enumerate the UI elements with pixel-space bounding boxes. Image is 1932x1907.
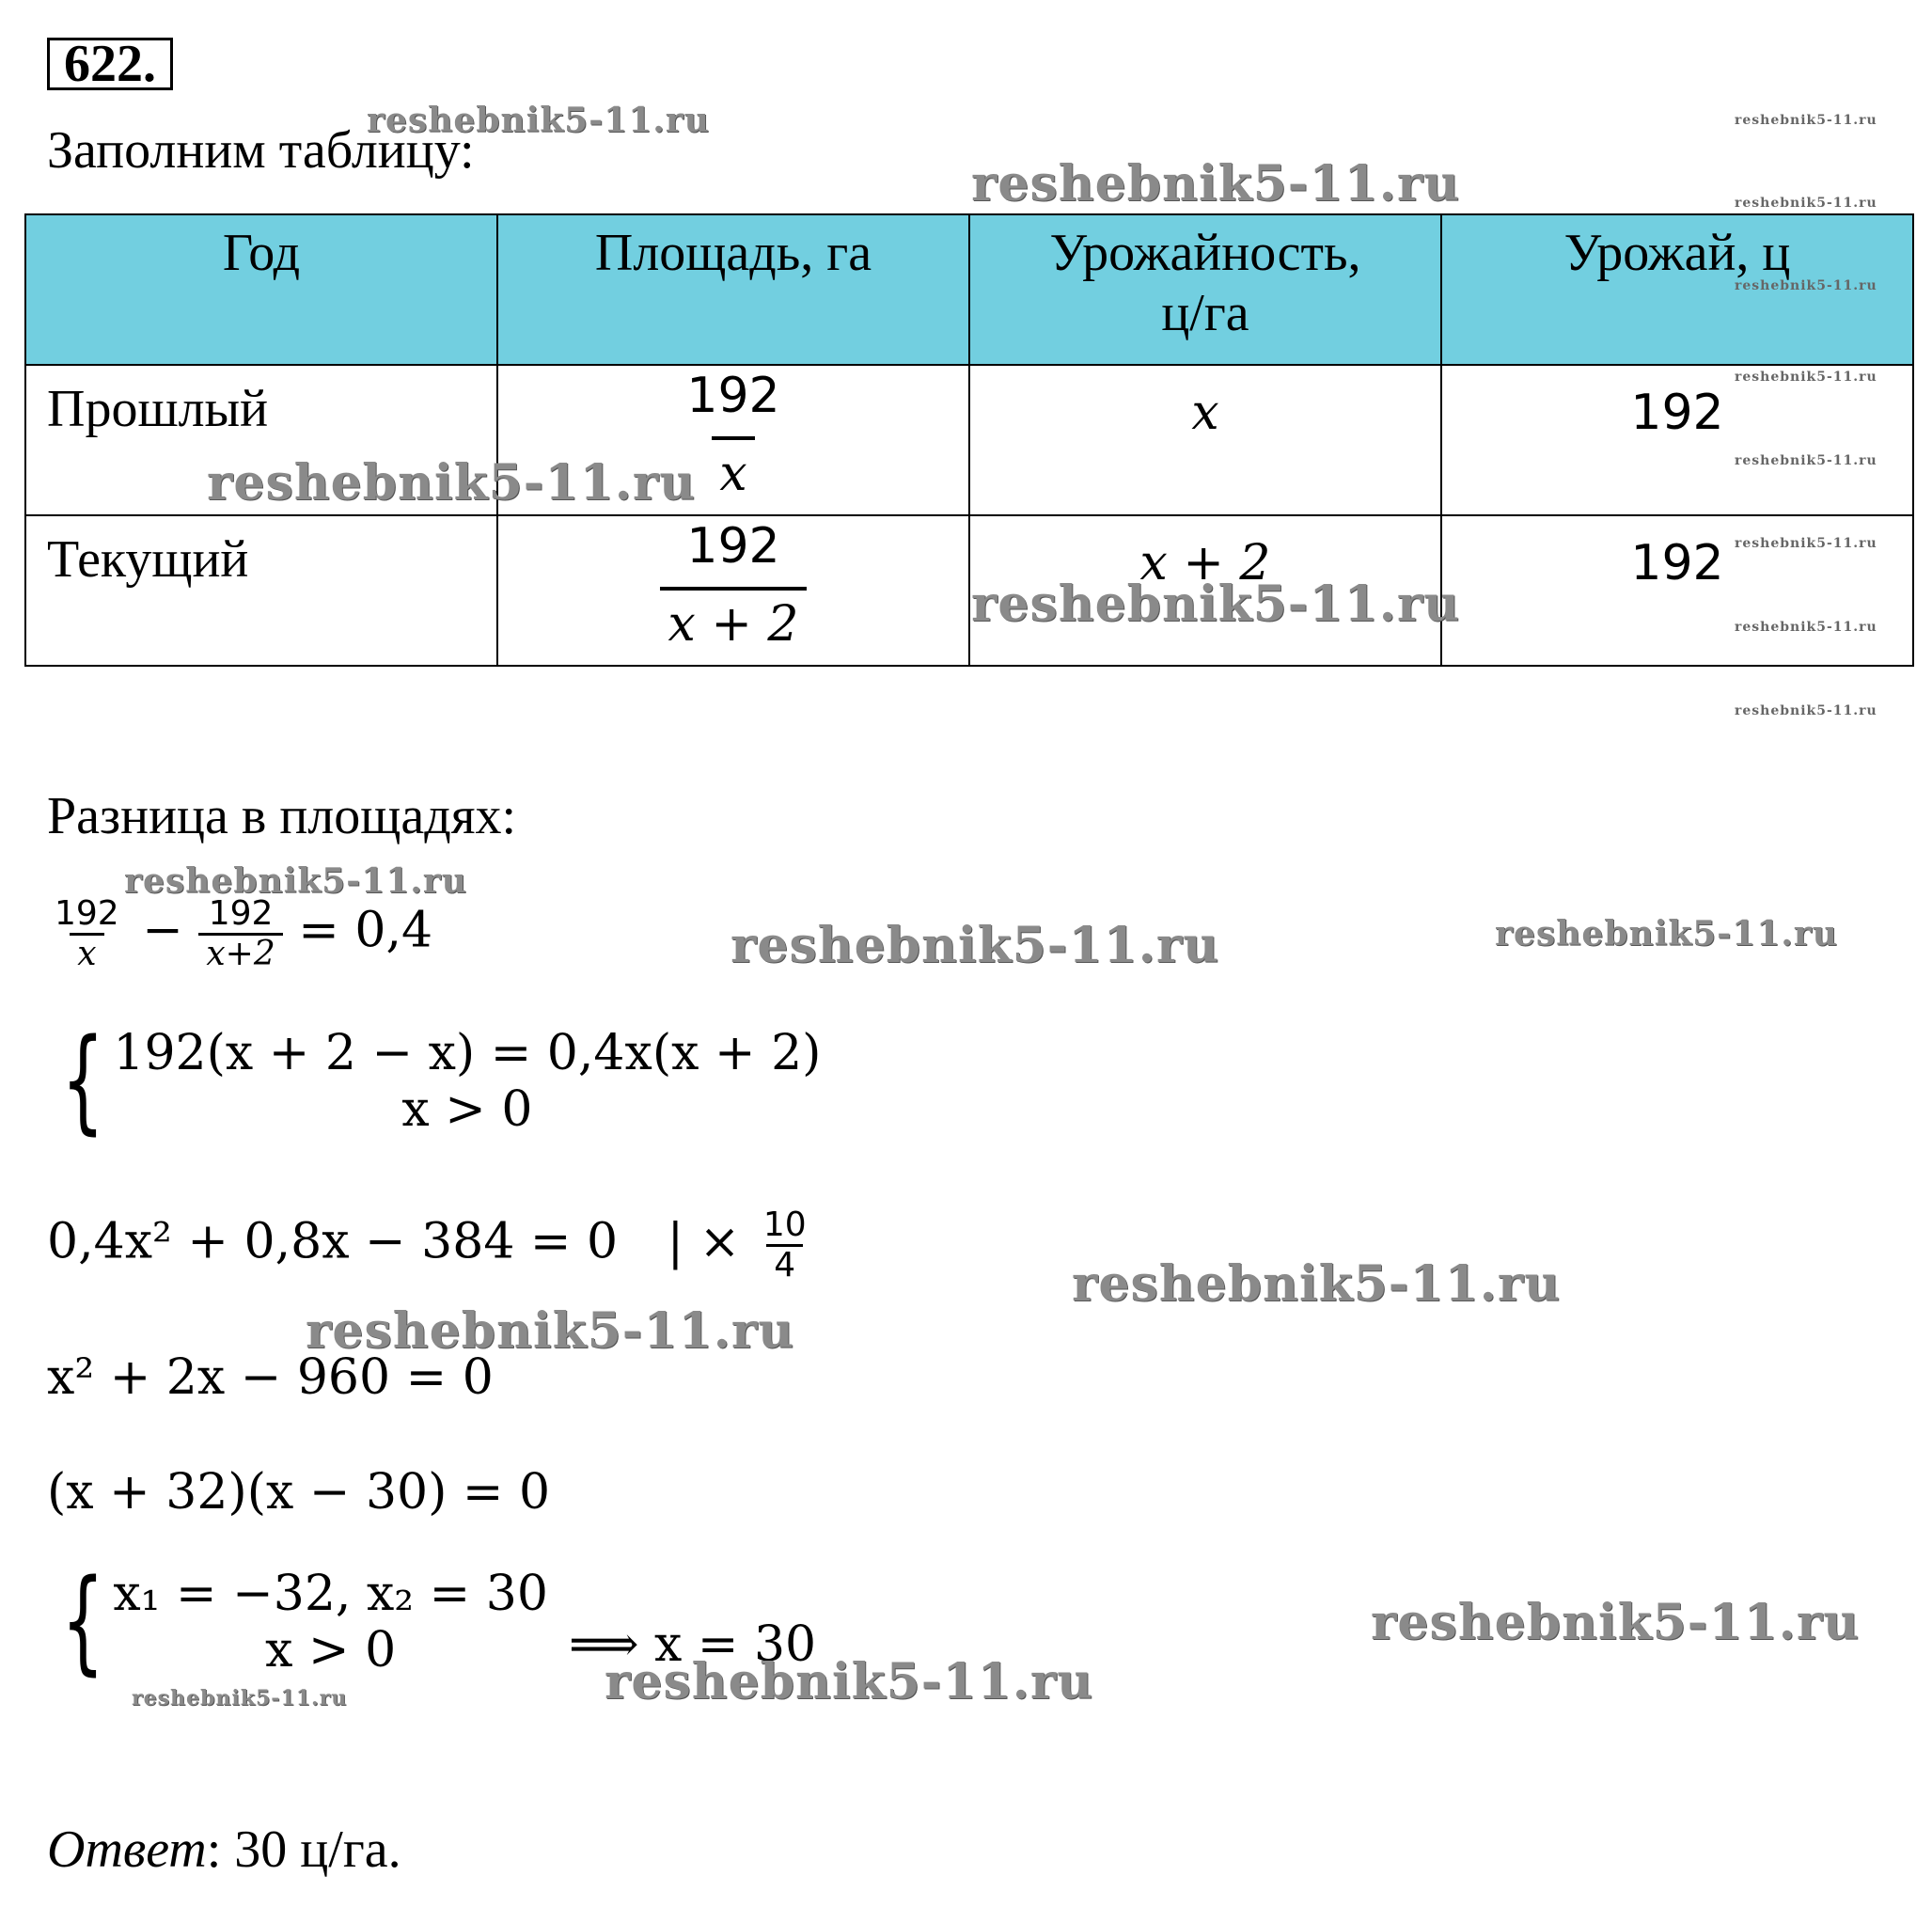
- table-row: [25, 515, 1913, 666]
- watermark: reshebnik5-11.ru: [971, 575, 1461, 633]
- header-area: Площадь, га: [497, 214, 969, 365]
- table-header-row: [25, 214, 1913, 365]
- answer: Ответ: 30 ц/га.: [47, 1820, 401, 1879]
- watermark: reshebnik5-11.ru: [1371, 1594, 1861, 1651]
- watermark: reshebnik5-11.ru: [1735, 196, 1877, 211]
- row-year: Прошлый: [25, 365, 497, 515]
- watermark: reshebnik5-11.ru: [605, 1653, 1094, 1710]
- watermark: reshebnik5-11.ru: [1735, 620, 1877, 635]
- row-harvest: 192: [1441, 365, 1913, 515]
- watermark: reshebnik5-11.ru: [971, 155, 1461, 213]
- equation-2: 0,4x² + 0,8x − 384 = 0 | × $\frac{10}{4}$: [47, 1206, 807, 1284]
- watermark: reshebnik5-11.ru: [124, 861, 467, 901]
- system-2: { x₁ = −32, x₂ = 30 x > 0 ⟹ x = 30: [61, 1556, 817, 1687]
- row-yield: x + 2: [969, 515, 1441, 666]
- row-area: $\frac{192}{x + 2}$: [497, 515, 969, 666]
- row-harvest: 192: [1441, 515, 1913, 666]
- row-year: Текущий: [25, 515, 497, 666]
- row-area: $\frac{192}{x}$: [497, 365, 969, 515]
- watermark: reshebnik5-11.ru: [1735, 278, 1877, 293]
- watermark: reshebnik5-11.ru: [367, 101, 710, 140]
- watermark: reshebnik5-11.ru: [1735, 453, 1877, 468]
- header-yield: Урожайность, ц/га: [969, 214, 1441, 365]
- watermark: reshebnik5-11.ru: [132, 1686, 348, 1710]
- watermark: reshebnik5-11.ru: [207, 454, 697, 512]
- difference-label: Разница в площадях:: [47, 787, 517, 845]
- watermark: reshebnik5-11.ru: [1735, 703, 1877, 718]
- watermark: reshebnik5-11.ru: [1735, 370, 1877, 385]
- equation-4: (x + 32)(x − 30) = 0: [47, 1464, 551, 1521]
- header-year: Год: [25, 214, 497, 365]
- watermark: reshebnik5-11.ru: [1735, 113, 1877, 128]
- problem-number: 622.: [47, 38, 173, 90]
- system-1: { 192(x + 2 − x) = 0,4x(x + 2) x > 0: [61, 1016, 822, 1146]
- watermark: reshebnik5-11.ru: [1735, 536, 1877, 551]
- data-table: [24, 213, 1914, 667]
- header-harvest: Урожай, ц: [1441, 214, 1913, 365]
- equation-1: $\frac{192}{x}$ − $\frac{192}{x+2}$ = 0,4: [55, 894, 433, 973]
- intro-text: Заполним таблицу:: [47, 121, 475, 180]
- watermark: reshebnik5-11.ru: [306, 1302, 795, 1360]
- watermark: reshebnik5-11.ru: [730, 917, 1220, 974]
- watermark: reshebnik5-11.ru: [1495, 914, 1838, 954]
- watermark: reshebnik5-11.ru: [1072, 1255, 1562, 1313]
- equation-3: x² + 2x − 960 = 0: [47, 1349, 494, 1406]
- row-yield: x: [969, 365, 1441, 515]
